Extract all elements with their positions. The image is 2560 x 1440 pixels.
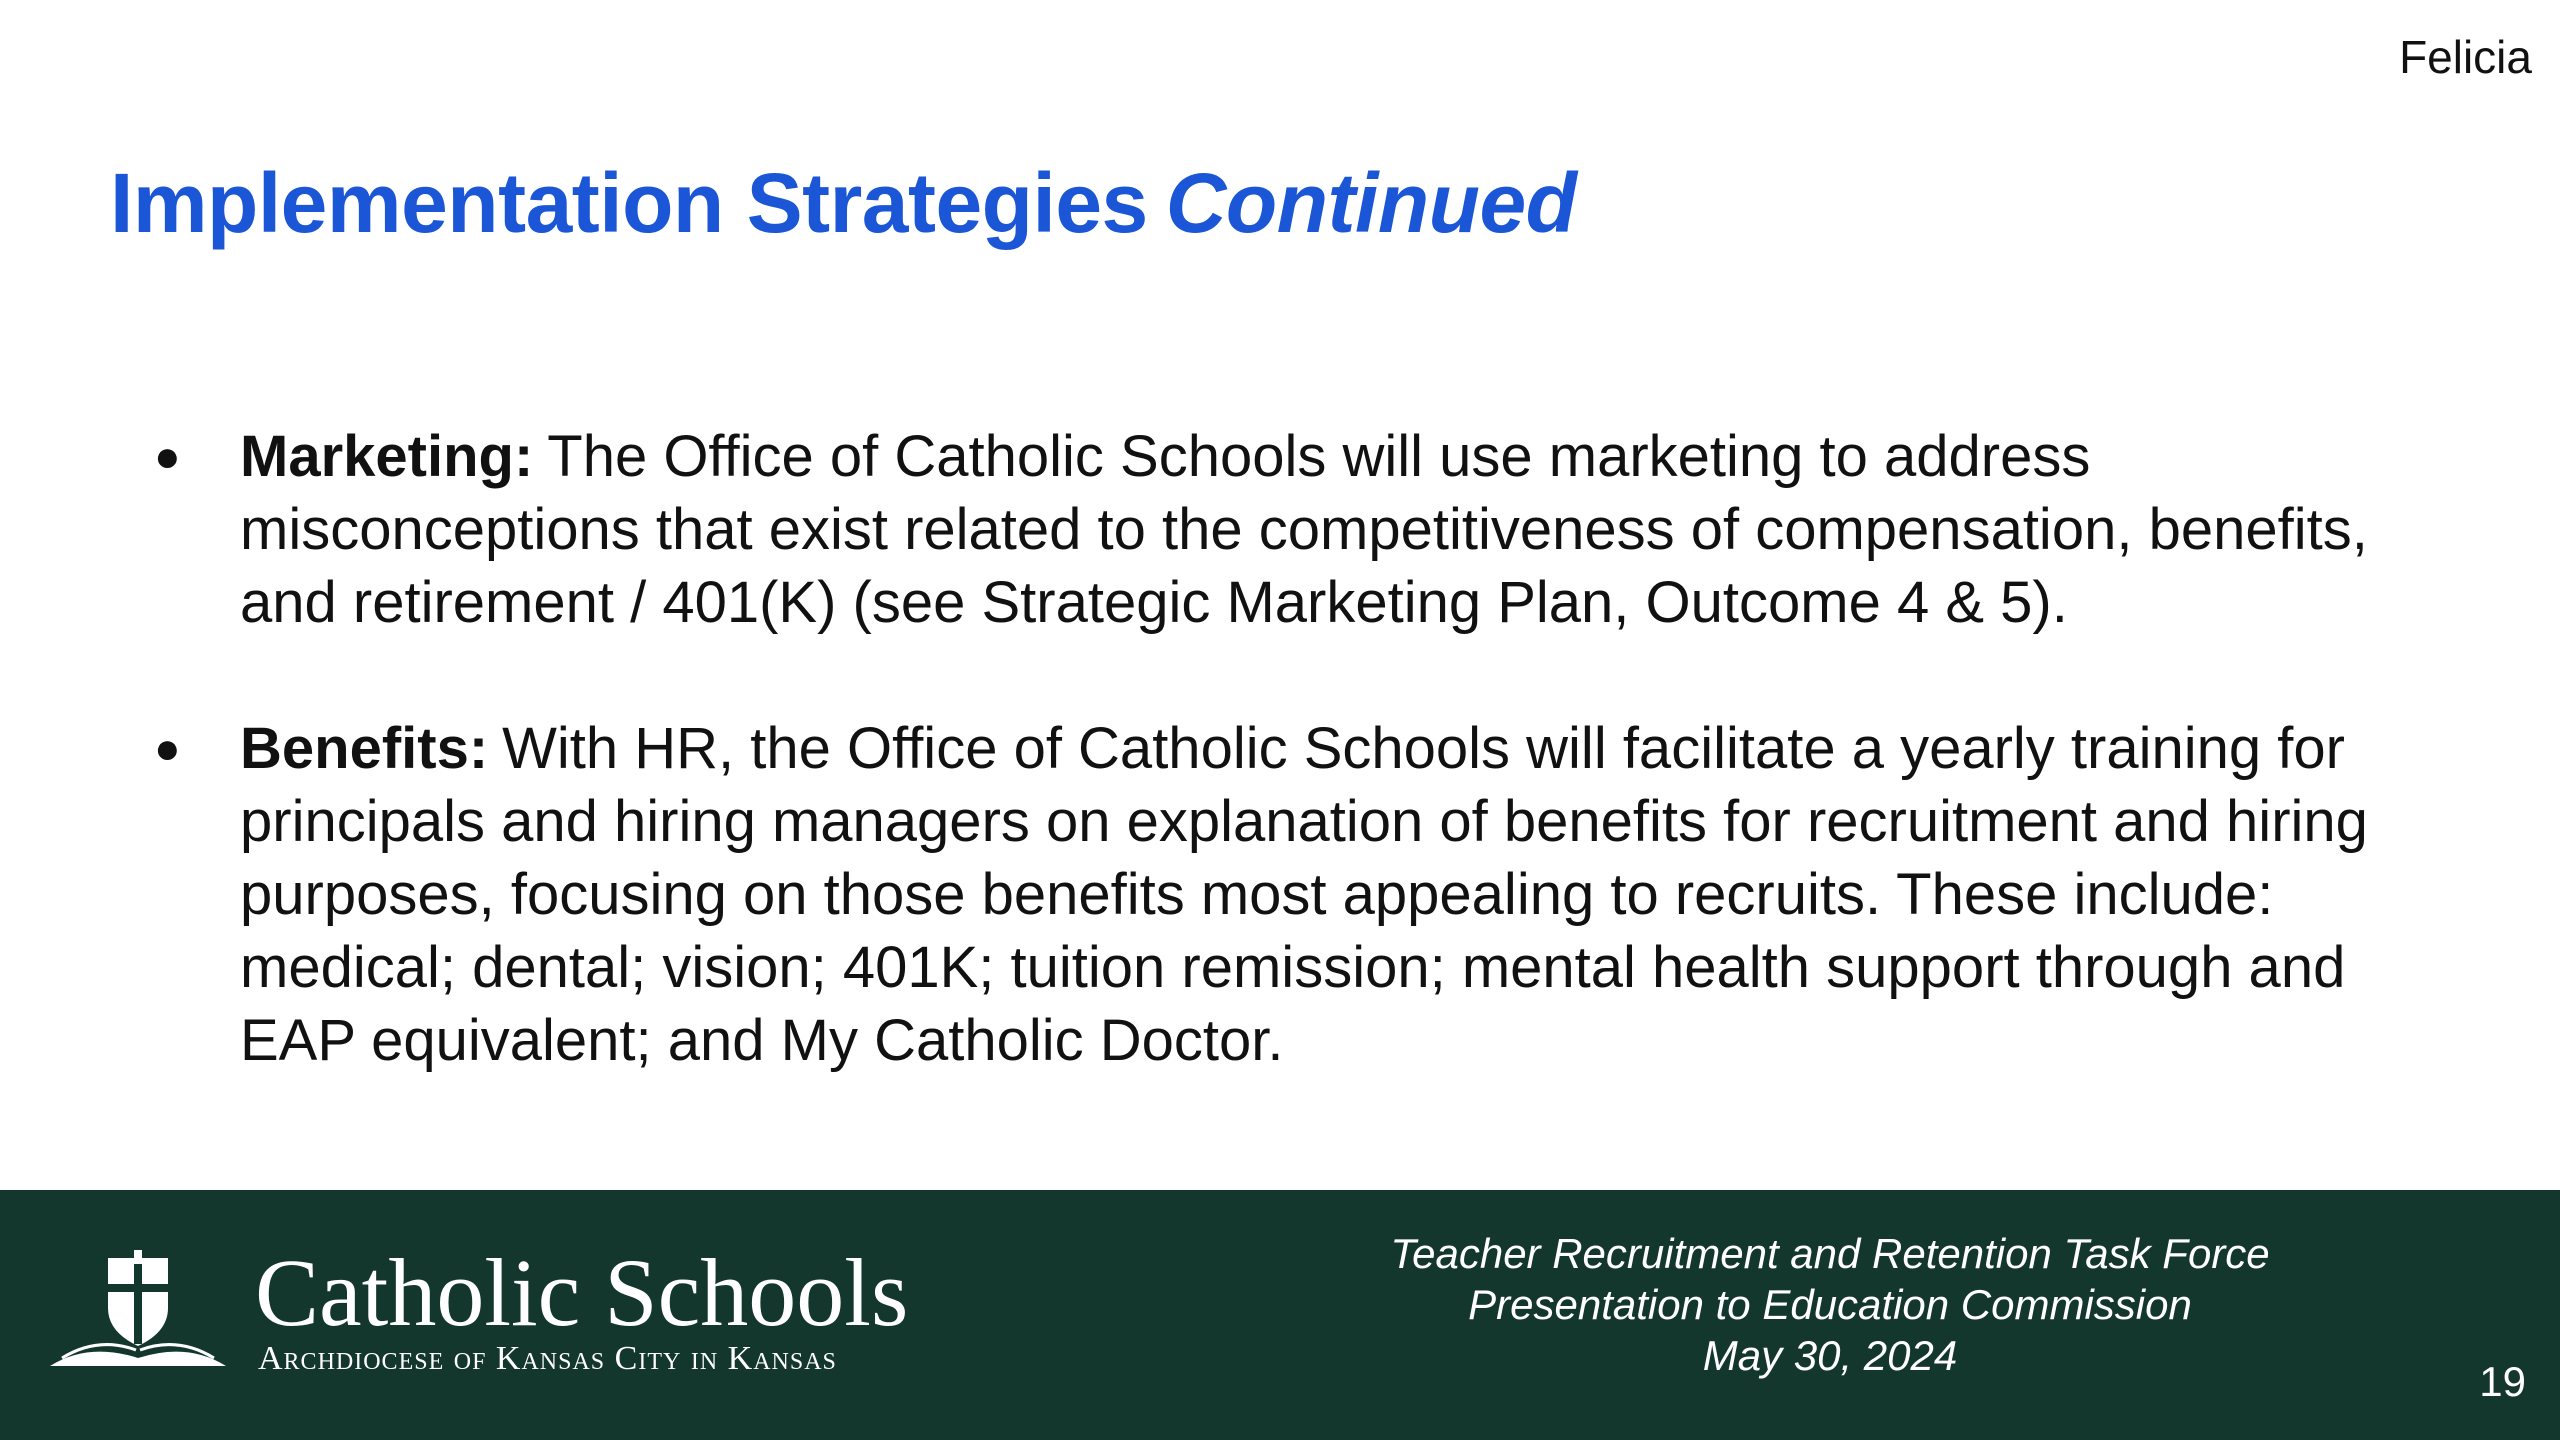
cross-book-logo-icon (48, 1250, 243, 1370)
page-number: 19 (2479, 1358, 2526, 1405)
footer-bar (0, 1190, 2560, 1440)
bullet-lead: Benefits: (240, 716, 489, 781)
brand-name: Catholic Schools (255, 1239, 909, 1346)
bullet-dot-icon: ● (154, 432, 181, 481)
bullet-item-marketing (140, 420, 2470, 639)
slide-title-emphasis: Continued (1165, 156, 1577, 250)
bullet-text: With HR, the Office of Catholic Schools will facilitate a yearly training for principals and hiring managers on explanation of benefits for recruitment and hiring purposes, focusing on those benefits most appealing to recruits. These include: medical; dental; vision; 401K; tuition remission; mental health support through and EAP equivalent; and My Catholic Doctor. (240, 716, 2368, 1073)
bullet-text: The Office of Catholic Schools will use marketing to address misconceptions that exist related to the competitiveness of compensation, benefits, and retirement / 401(K) (see Strategic Marketing Plan, Outcome 4 & 5). (240, 424, 2368, 635)
footer-caption-line: Teacher Recruitment and Retention Task Force (1390, 1230, 2270, 1277)
footer-caption-date: May 30, 2024 (1702, 1332, 1958, 1379)
bullet-dot-icon: ● (154, 724, 181, 773)
bullet-item-benefits (140, 712, 2470, 1077)
bullet-list (140, 420, 2470, 1150)
presenter-name: Felicia (2399, 31, 2532, 83)
footer-caption (1330, 1228, 2330, 1381)
brand-subtitle: Archdiocese of Kansas City in Kansas (258, 1340, 837, 1377)
slide-title (110, 155, 1577, 252)
slide-title-main: Implementation Strategies (110, 156, 1148, 250)
footer-caption-line: Presentation to Education Commission (1468, 1281, 2192, 1328)
bullet-lead: Marketing: (240, 424, 534, 489)
